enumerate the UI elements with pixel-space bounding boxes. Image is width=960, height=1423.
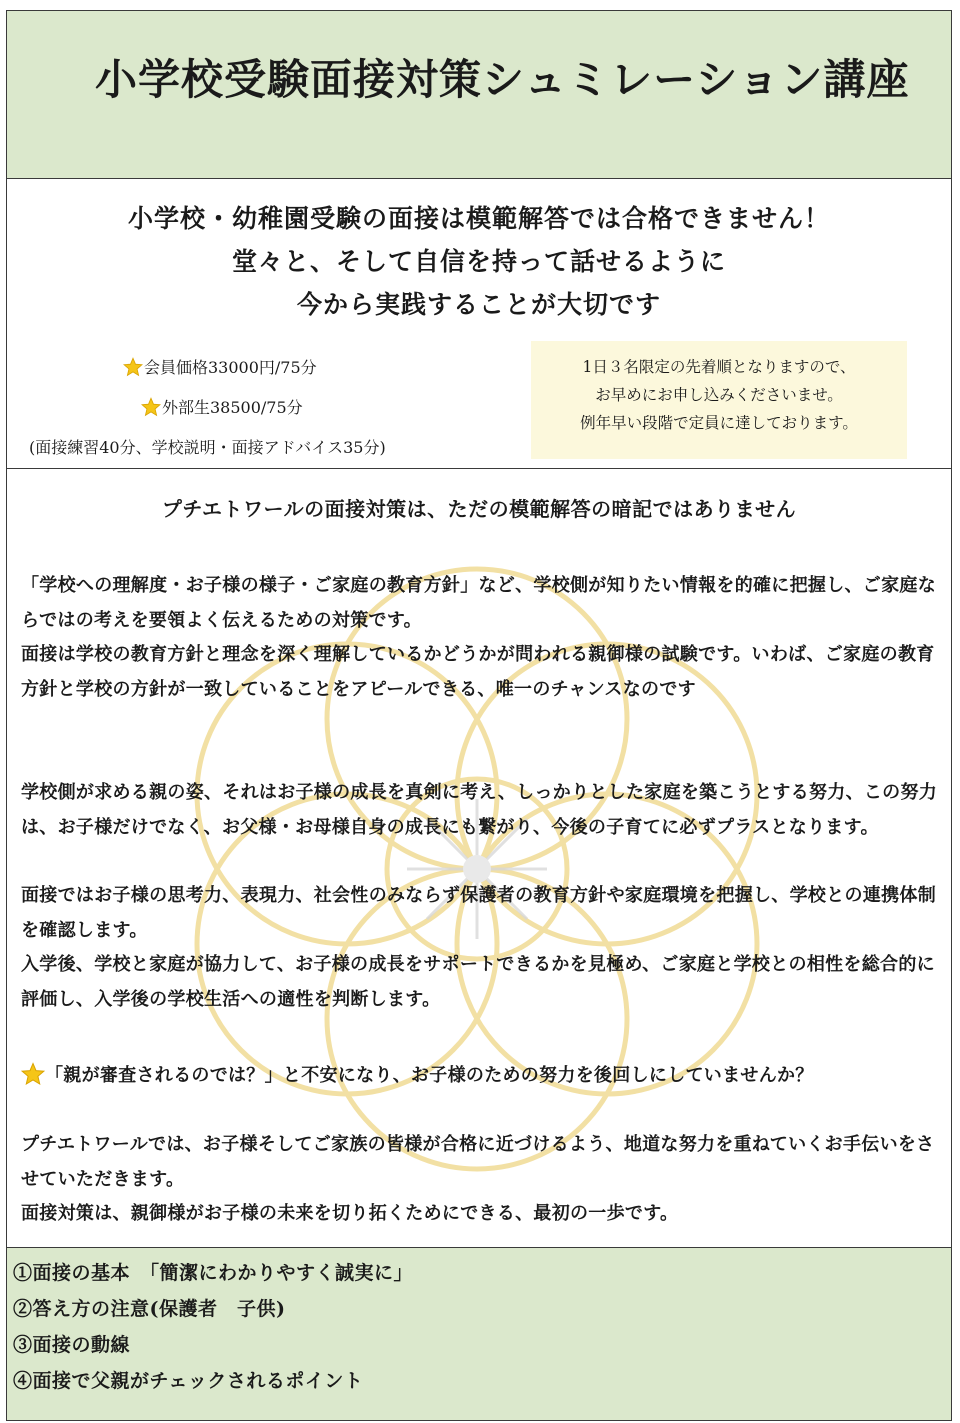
paragraph-4: 面接ではお子様の思考力、表現力、社会性のみならず保護者の教育方針や家庭環境を把握し、学校との連携体制を確認します。 bbox=[21, 885, 936, 941]
member-price-text: 会員価格33000円/75分 bbox=[144, 358, 317, 377]
headline-line-1: 小学校・幼稚園受験の面接は模範解答では合格できません！ bbox=[127, 204, 830, 233]
paragraph-6 bbox=[21, 1059, 941, 1094]
paragraph-3: 学校側が求める親の姿、それはお子様の成長を真剣に考え、しっかりとした家庭を築こうとする努力、この努力は、お子様だけでなく、お父様・お母様自身の成長にも繋がり、今後の子育てに必ずプラスとなります。 bbox=[21, 782, 938, 838]
price-breakdown: (面接練習40分、学校説明・面接アドバイス35分) bbox=[29, 438, 386, 457]
notice-line-3: 例年早い段階で定員に達しております。 bbox=[580, 414, 858, 432]
notice-line-2: お早めにお申し込みくださいませ。 bbox=[595, 386, 843, 404]
intro-section bbox=[7, 179, 951, 469]
topics-section bbox=[7, 1247, 951, 1420]
paragraph-6-text: 「親が審査されるのでは？」と不安になり、お子様のための努力を後回しにしていませんか？ bbox=[45, 1065, 814, 1086]
paragraph-2: 面接は学校の教育方針と理念を深く理解しているかどうかが問われる親御様の試験です。いわば、ご家庭の教育方針と学校の方針が一致していることをアピールできる、唯一のチャンスなのです bbox=[21, 644, 935, 700]
external-price bbox=[141, 395, 303, 418]
paragraph-1: 「学校への理解度・お子様の様子・ご家庭の教育方針」など、学校側が知りたい情報を的確に把握し、ご家庭ならではの考えを要領よく伝えるための対策です。 bbox=[21, 575, 936, 631]
headline-line-3: 今から実践することが大切です bbox=[296, 290, 661, 319]
topic-item-3: ③面接の動線 bbox=[13, 1334, 131, 1356]
star-icon bbox=[21, 1062, 45, 1086]
paragraph-5: 入学後、学校と家庭が協力して、お子様の成長をサポートできるかを見極め、ご家庭と学校との相性を総合的に評価し、入学後の学校生活への適性を判断します。 bbox=[21, 954, 935, 1010]
notice-line-1: 1日３名限定の先着順となりますので、 bbox=[582, 358, 856, 376]
member-price bbox=[123, 355, 317, 378]
topic-item-2: ②答え方の注意(保護者 子供) bbox=[13, 1298, 286, 1320]
title-section bbox=[7, 11, 951, 179]
star-icon bbox=[123, 357, 143, 377]
paragraph-8: 面接対策は、親御様がお子様の未来を切り拓くためにできる、最初の一歩です。 bbox=[21, 1203, 679, 1224]
body-section bbox=[7, 469, 951, 1247]
lead-text: プチエトワールの面接対策は、ただの模範解答の暗記ではありません bbox=[161, 497, 797, 521]
headline-line-2: 堂々と、そして自信を持って話せるように bbox=[231, 247, 726, 276]
flyer-frame bbox=[6, 10, 952, 1421]
topic-item-1: ①面接の基本 「簡潔にわかりやすく誠実に」 bbox=[13, 1262, 414, 1284]
external-price-text: 外部生38500/75分 bbox=[162, 398, 303, 417]
notice-box bbox=[531, 341, 907, 459]
paragraph-7: プチエトワールでは、お子様そしてご家族の皆様が合格に近づけるよう、地道な努力を重ねていくお手伝いをさせていただきます。 bbox=[21, 1134, 935, 1190]
topic-item-4: ④面接で父親がチェックされるポイント bbox=[13, 1370, 364, 1392]
page-title: 小学校受験面接対策シュミレーション講座 bbox=[95, 55, 910, 104]
star-icon bbox=[141, 397, 161, 417]
